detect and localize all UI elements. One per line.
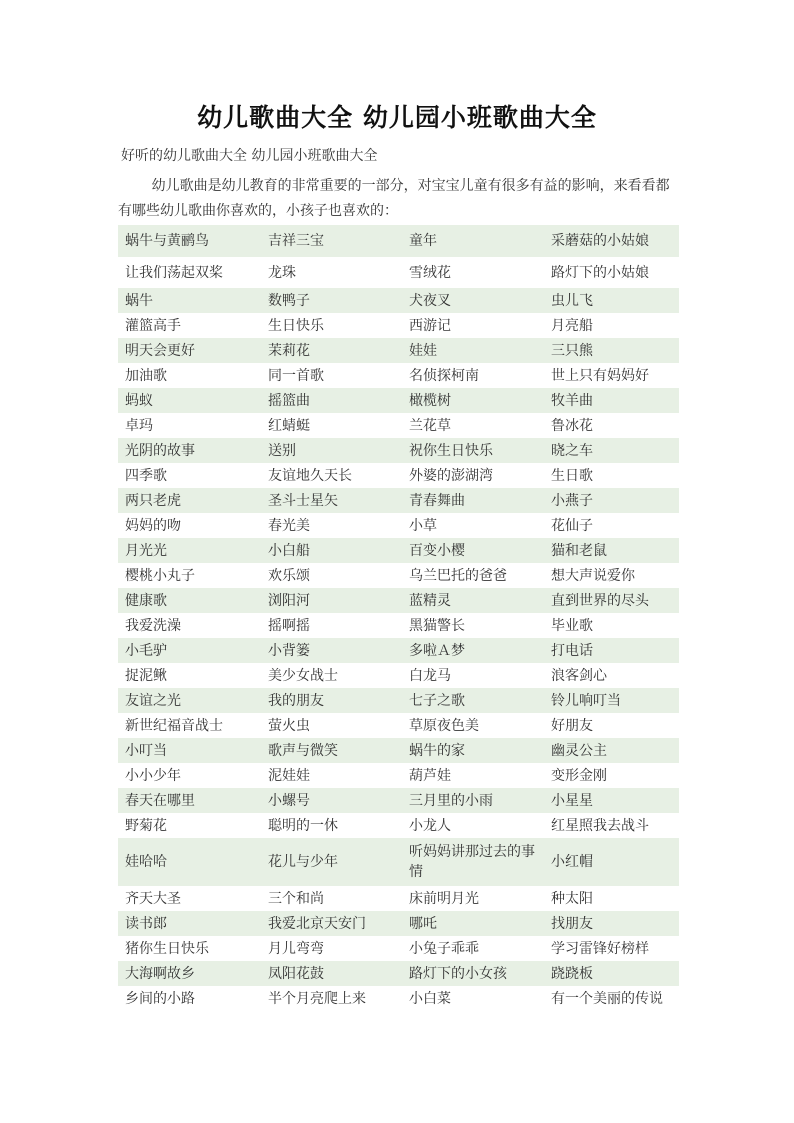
table-row [118, 911, 679, 936]
song-title-cell: 友谊地久天长 [268, 467, 352, 484]
table-row [118, 838, 679, 886]
song-title-cell: 蜗牛与黄鹂鸟 [125, 233, 209, 249]
song-title-cell: 床前明月光 [409, 890, 479, 907]
song-title-cell: 草原夜色美 [409, 717, 479, 734]
song-title-cell: 送别 [268, 442, 296, 459]
song-title-cell: 红蜻蜓 [268, 417, 310, 434]
song-title-cell: 春光美 [268, 517, 310, 534]
song-title-cell: 樱桃小丸子 [125, 567, 195, 584]
song-title-cell: 雪绒花 [409, 264, 451, 281]
table-row [118, 388, 679, 413]
table-row [118, 257, 679, 288]
song-title-cell: 小背篓 [268, 642, 310, 659]
table-row [118, 763, 679, 788]
song-title-cell: 小星星 [551, 792, 593, 809]
song-title-cell: 猫和老鼠 [551, 542, 607, 559]
song-title-cell: 四季歌 [125, 467, 167, 484]
song-title-cell: 青春舞曲 [409, 492, 465, 509]
song-title-cell: 小螺号 [268, 792, 310, 809]
table-row [118, 463, 679, 488]
intro-paragraph: 幼儿歌曲是幼儿教育的非常重要的一部分，对宝宝儿童有很多有益的影响，来看看都有哪些幼儿歌曲你喜欢的，小孩子也喜欢的： [118, 178, 670, 219]
song-title-cell: 同一首歌 [268, 367, 324, 384]
page-subtitle: 好听的幼儿歌曲大全 幼儿园小班歌曲大全 [121, 148, 378, 164]
song-title-cell: 浏阳河 [268, 592, 310, 609]
song-title-cell: 世上只有妈妈好 [551, 367, 649, 384]
song-title-cell: 歌声与微笑 [268, 742, 338, 759]
song-title-cell: 聪明的一休 [268, 817, 338, 834]
song-title-cell: 春天在哪里 [125, 792, 195, 809]
song-title-cell: 多啦Ａ梦 [409, 642, 465, 659]
table-row [118, 738, 679, 763]
song-title-cell: 小兔子乖乖 [409, 940, 479, 957]
song-title-cell: 蚂蚁 [125, 392, 153, 409]
song-title-cell: 半个月亮爬上来 [268, 990, 366, 1007]
song-title-cell: 我爱北京天安门 [268, 915, 366, 932]
song-title-cell: 卓玛 [125, 417, 153, 434]
song-title-cell: 月亮船 [551, 317, 593, 334]
song-title-cell: 路灯下的小女孩 [409, 965, 507, 982]
song-title-cell: 三个和尚 [268, 890, 324, 907]
song-title-cell: 三只熊 [551, 342, 593, 359]
table-row [118, 288, 679, 313]
song-title-cell: 西游记 [409, 317, 451, 334]
song-title-cell: 直到世界的尽头 [551, 592, 649, 609]
song-title-cell: 乡间的小路 [125, 990, 195, 1007]
table-row [118, 538, 679, 563]
song-title-cell: 有一个美丽的传说 [551, 990, 663, 1007]
song-title-cell: 齐天大圣 [125, 890, 181, 907]
song-title-cell: 野菊花 [125, 817, 167, 834]
song-title-cell: 泥娃娃 [268, 767, 310, 784]
song-title-cell: 找朋友 [551, 915, 593, 932]
song-title-cell: 浪客剑心 [551, 667, 607, 684]
song-title-cell: 兰花草 [409, 417, 451, 434]
song-title-cell: 黑猫警长 [409, 617, 465, 634]
song-title-cell: 茉莉花 [268, 342, 310, 359]
song-title-cell: 鲁冰花 [551, 417, 593, 434]
song-title-cell: 种太阳 [551, 890, 593, 907]
table-row [118, 886, 679, 911]
song-title-cell: 花仙子 [551, 517, 593, 534]
song-title-cell: 我的朋友 [268, 692, 324, 709]
table-row [118, 986, 679, 1011]
song-title-cell: 橄榄树 [409, 392, 451, 409]
song-title-cell: 欢乐颂 [268, 567, 310, 584]
table-row [118, 588, 679, 613]
song-title-cell: 月光光 [125, 542, 167, 559]
song-title-cell: 小龙人 [409, 817, 451, 834]
song-title-cell: 蜗牛的家 [409, 742, 465, 759]
song-title-cell: 红星照我去战斗 [551, 817, 649, 834]
song-title-cell: 打电话 [551, 642, 593, 659]
song-title-cell: 让我们荡起双桨 [125, 264, 223, 281]
song-title-cell: 小白船 [268, 542, 310, 559]
song-title-cell: 晓之车 [551, 442, 593, 459]
song-title-cell: 幽灵公主 [551, 742, 607, 759]
song-title-cell: 摇篮曲 [268, 392, 310, 409]
song-title-cell: 变形金刚 [551, 767, 607, 784]
song-title-cell: 小叮当 [125, 742, 167, 759]
song-title-cell: 花儿与少年 [268, 854, 338, 870]
song-title-cell: 灌篮高手 [125, 317, 181, 334]
table-row [118, 961, 679, 986]
song-title-cell: 友谊之光 [125, 692, 181, 709]
song-title-cell: 娃娃 [409, 342, 437, 359]
table-row [118, 413, 679, 438]
song-title-cell: 龙珠 [268, 264, 296, 281]
song-title-cell: 童年 [409, 233, 437, 249]
song-title-cell: 明天会更好 [125, 342, 195, 359]
song-title-cell: 数鸭子 [268, 292, 310, 309]
table-row [118, 688, 679, 713]
song-title-cell: 光阴的故事 [125, 442, 195, 459]
song-title-cell: 小燕子 [551, 492, 593, 509]
song-title-cell: 听妈妈讲那过去的事情 [409, 844, 535, 880]
song-title-cell: 我爱洗澡 [125, 617, 181, 634]
song-title-cell: 想大声说爱你 [551, 567, 635, 584]
song-title-cell: 学习雷锋好榜样 [551, 940, 649, 957]
song-title-cell: 小草 [409, 517, 437, 534]
song-title-cell: 萤火虫 [268, 717, 310, 734]
song-title-cell: 七子之歌 [409, 692, 465, 709]
song-title-cell: 两只老虎 [125, 492, 181, 509]
song-title-cell: 妈妈的吻 [125, 517, 181, 534]
table-header-row [118, 225, 679, 257]
song-title-cell: 圣斗士星矢 [268, 492, 338, 509]
song-title-cell: 祝你生日快乐 [409, 442, 493, 459]
song-title-cell: 名侦探柯南 [409, 367, 479, 384]
song-title-cell: 小白菜 [409, 990, 451, 1007]
table-row [118, 338, 679, 363]
song-title-cell: 猪你生日快乐 [125, 940, 209, 957]
song-title-cell: 毕业歌 [551, 617, 593, 634]
table-row [118, 613, 679, 638]
table-row [118, 813, 679, 838]
song-title-cell: 蓝精灵 [409, 592, 451, 609]
song-title-cell: 小红帽 [551, 854, 593, 870]
song-title-cell: 外婆的澎湖湾 [409, 467, 493, 484]
song-title-cell: 白龙马 [409, 667, 451, 684]
song-title-cell: 虫儿飞 [551, 292, 593, 309]
table-row [118, 363, 679, 388]
song-title-cell: 月儿弯弯 [268, 940, 324, 957]
song-title-cell: 新世纪福音战士 [125, 717, 223, 734]
table-row [118, 638, 679, 663]
table-row [118, 438, 679, 463]
song-title-cell: 吉祥三宝 [268, 233, 324, 249]
song-title-cell: 百变小樱 [409, 542, 465, 559]
page-title: 幼儿歌曲大全 幼儿园小班歌曲大全 [197, 103, 597, 132]
table-row [118, 936, 679, 961]
table-row [118, 563, 679, 588]
song-title-cell: 美少女战士 [268, 667, 338, 684]
song-title-cell: 大海啊故乡 [125, 965, 195, 982]
table-row [118, 488, 679, 513]
song-title-cell: 乌兰巴托的爸爸 [409, 567, 507, 584]
table-row [118, 513, 679, 538]
song-title-cell: 蜗牛 [125, 292, 153, 309]
song-title-cell: 小毛驴 [125, 642, 167, 659]
song-title-cell: 生日快乐 [268, 317, 324, 334]
table-row [118, 713, 679, 738]
song-title-cell: 路灯下的小姑娘 [551, 264, 649, 281]
table-row [118, 663, 679, 688]
song-title-cell: 读书郎 [125, 915, 167, 932]
song-title-cell: 生日歌 [551, 467, 593, 484]
song-title-cell: 摇啊摇 [268, 617, 310, 634]
song-title-cell: 采蘑菇的小姑娘 [551, 233, 649, 249]
song-title-cell: 好朋友 [551, 717, 593, 734]
table-row [118, 313, 679, 338]
song-title-cell: 葫芦娃 [409, 767, 451, 784]
song-title-cell: 小小少年 [125, 767, 181, 784]
table-row [118, 788, 679, 813]
song-title-cell: 跷跷板 [551, 965, 593, 982]
song-title-cell: 三月里的小雨 [409, 792, 493, 809]
song-title-cell: 健康歌 [125, 592, 167, 609]
song-title-cell: 凤阳花鼓 [268, 965, 324, 982]
song-title-cell: 铃儿响叮当 [551, 692, 621, 709]
song-title-cell: 加油歌 [125, 367, 167, 384]
song-title-cell: 捉泥鳅 [125, 667, 167, 684]
song-title-cell: 牧羊曲 [551, 392, 593, 409]
song-table [118, 225, 679, 1011]
song-title-cell: 娃哈哈 [125, 854, 167, 870]
song-title-cell: 犬夜叉 [409, 292, 451, 309]
song-title-cell: 哪吒 [409, 915, 437, 932]
